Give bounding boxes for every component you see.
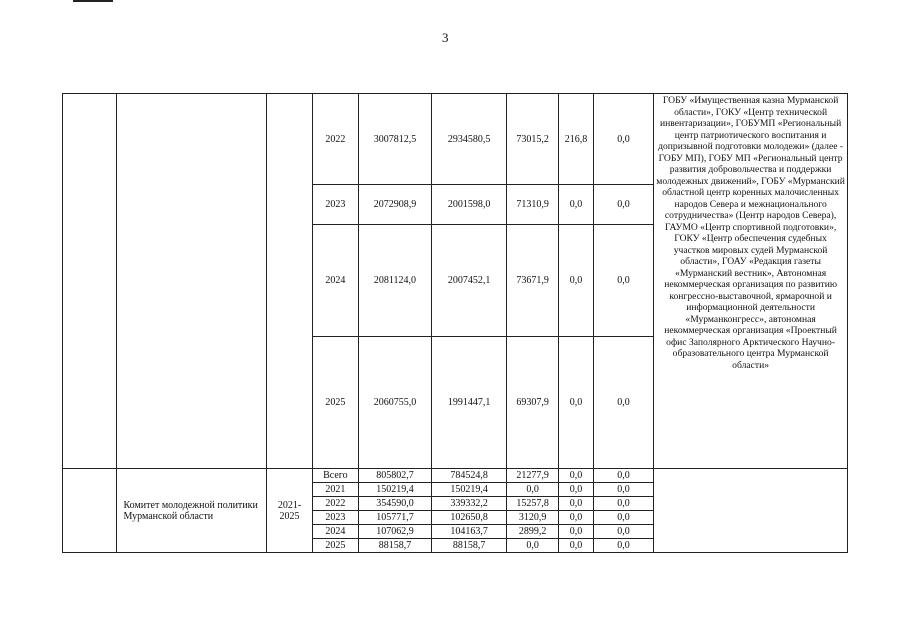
federal-budget-cell: 0,0 <box>506 483 558 497</box>
total-cell: 354590,0 <box>358 497 432 511</box>
total-cell: 2072908,9 <box>358 185 432 225</box>
federal-budget-cell: 2899,2 <box>506 525 558 539</box>
regional-budget-cell: 2001598,0 <box>432 185 507 225</box>
executor-cell: Комитет молодежной политики Мурманской области <box>117 469 266 553</box>
other-sources-cell: 0,0 <box>593 511 654 525</box>
period-cell <box>266 94 312 469</box>
year-cell: 2023 <box>313 185 358 225</box>
regional-budget-cell: 102650,8 <box>432 511 507 525</box>
year-cell: 2024 <box>313 225 358 337</box>
regional-budget-cell: 2934580,5 <box>432 94 507 185</box>
regional-budget-cell: 1991447,1 <box>432 337 507 469</box>
total-cell: 88158,7 <box>358 539 432 553</box>
table-row <box>63 469 848 483</box>
local-budget-cell: 0,0 <box>559 539 593 553</box>
federal-budget-cell: 0,0 <box>506 539 558 553</box>
top-rule-mark <box>73 0 113 2</box>
total-cell: 3007812,5 <box>358 94 432 185</box>
regional-budget-cell: 150219,4 <box>432 483 507 497</box>
regional-budget-cell: 104163,7 <box>432 525 507 539</box>
total-cell: 2060755,0 <box>358 337 432 469</box>
regional-budget-cell: 88158,7 <box>432 539 507 553</box>
regional-budget-cell: 784524,8 <box>432 469 507 483</box>
number-cell <box>63 469 117 553</box>
other-sources-cell: 0,0 <box>593 497 654 511</box>
other-sources-cell: 0,0 <box>593 483 654 497</box>
other-sources-cell: 0,0 <box>593 337 654 469</box>
year-cell: 2022 <box>313 497 358 511</box>
federal-budget-cell: 3120,9 <box>506 511 558 525</box>
year-cell: 2025 <box>313 539 358 553</box>
number-cell <box>63 94 117 469</box>
year-cell: 2021 <box>313 483 358 497</box>
federal-budget-cell: 73671,9 <box>506 225 558 337</box>
federal-budget-cell: 15257,8 <box>506 497 558 511</box>
regional-budget-cell: 339332,2 <box>432 497 507 511</box>
other-sources-cell: 0,0 <box>593 525 654 539</box>
period-cell <box>266 469 312 553</box>
organizations-cell <box>654 469 848 553</box>
local-budget-cell: 0,0 <box>559 185 593 225</box>
organizations-cell: ГОБУ «Имущественная казна Мурманской области», ГОКУ «Центр технической инвентаризации», ГОБУМП «Региональный центр патриотического воспитания и допризывной подготовки молодежи» (далее - ГОБУ МП), ГОБУ МП «Региональный центр развития добровольчества и поддержки молодежных движений», ГОБУ «Мурманский областной центр коренных малочисленных народов Севера и межнационального сотрудничества» (Центр народов Севера), ГАУМО «Центр спортивной подготовки», ГОКУ «Центр обеспечения судебных участков мировых судей Мурманской области», ГОАУ «Редакция газеты «Мурманский вестник», Автономная некоммерческая организация по развитию конгрессно-выставочной, ярмарочной и информационной деятельности «Мурманконгресс», автономная некоммерческая организация «Проектный офис Заполярного Арктического Научно-образовательного центра Мурманской области» <box>654 94 848 469</box>
year-cell: Всего <box>313 469 358 483</box>
executor-cell <box>117 94 266 469</box>
federal-budget-cell: 73015,2 <box>506 94 558 185</box>
regional-budget-cell: 2007452,1 <box>432 225 507 337</box>
local-budget-cell: 0,0 <box>559 497 593 511</box>
local-budget-cell: 0,0 <box>559 525 593 539</box>
total-cell: 2081124,0 <box>358 225 432 337</box>
page-number: 3 <box>442 30 449 45</box>
year-cell: 2023 <box>313 511 358 525</box>
federal-budget-cell: 71310,9 <box>506 185 558 225</box>
federal-budget-cell: 21277,9 <box>506 469 558 483</box>
local-budget-cell: 0,0 <box>559 469 593 483</box>
local-budget-cell: 216,8 <box>559 94 593 185</box>
local-budget-cell: 0,0 <box>559 511 593 525</box>
other-sources-cell: 0,0 <box>593 225 654 337</box>
other-sources-cell: 0,0 <box>593 469 654 483</box>
other-sources-cell: 0,0 <box>593 185 654 225</box>
year-cell: 2024 <box>313 525 358 539</box>
other-sources-cell: 0,0 <box>593 94 654 185</box>
total-cell: 105771,7 <box>358 511 432 525</box>
other-sources-cell: 0,0 <box>593 539 654 553</box>
local-budget-cell: 0,0 <box>559 337 593 469</box>
total-cell: 805802,7 <box>358 469 432 483</box>
period-text: 2021- 2025 <box>277 499 302 522</box>
federal-budget-cell: 69307,9 <box>506 337 558 469</box>
year-cell: 2025 <box>313 337 358 469</box>
local-budget-cell: 0,0 <box>559 225 593 337</box>
total-cell: 107062,9 <box>358 525 432 539</box>
local-budget-cell: 0,0 <box>559 483 593 497</box>
year-cell: 2022 <box>313 94 358 185</box>
table-row <box>63 94 848 185</box>
total-cell: 150219,4 <box>358 483 432 497</box>
budget-table <box>62 93 848 553</box>
